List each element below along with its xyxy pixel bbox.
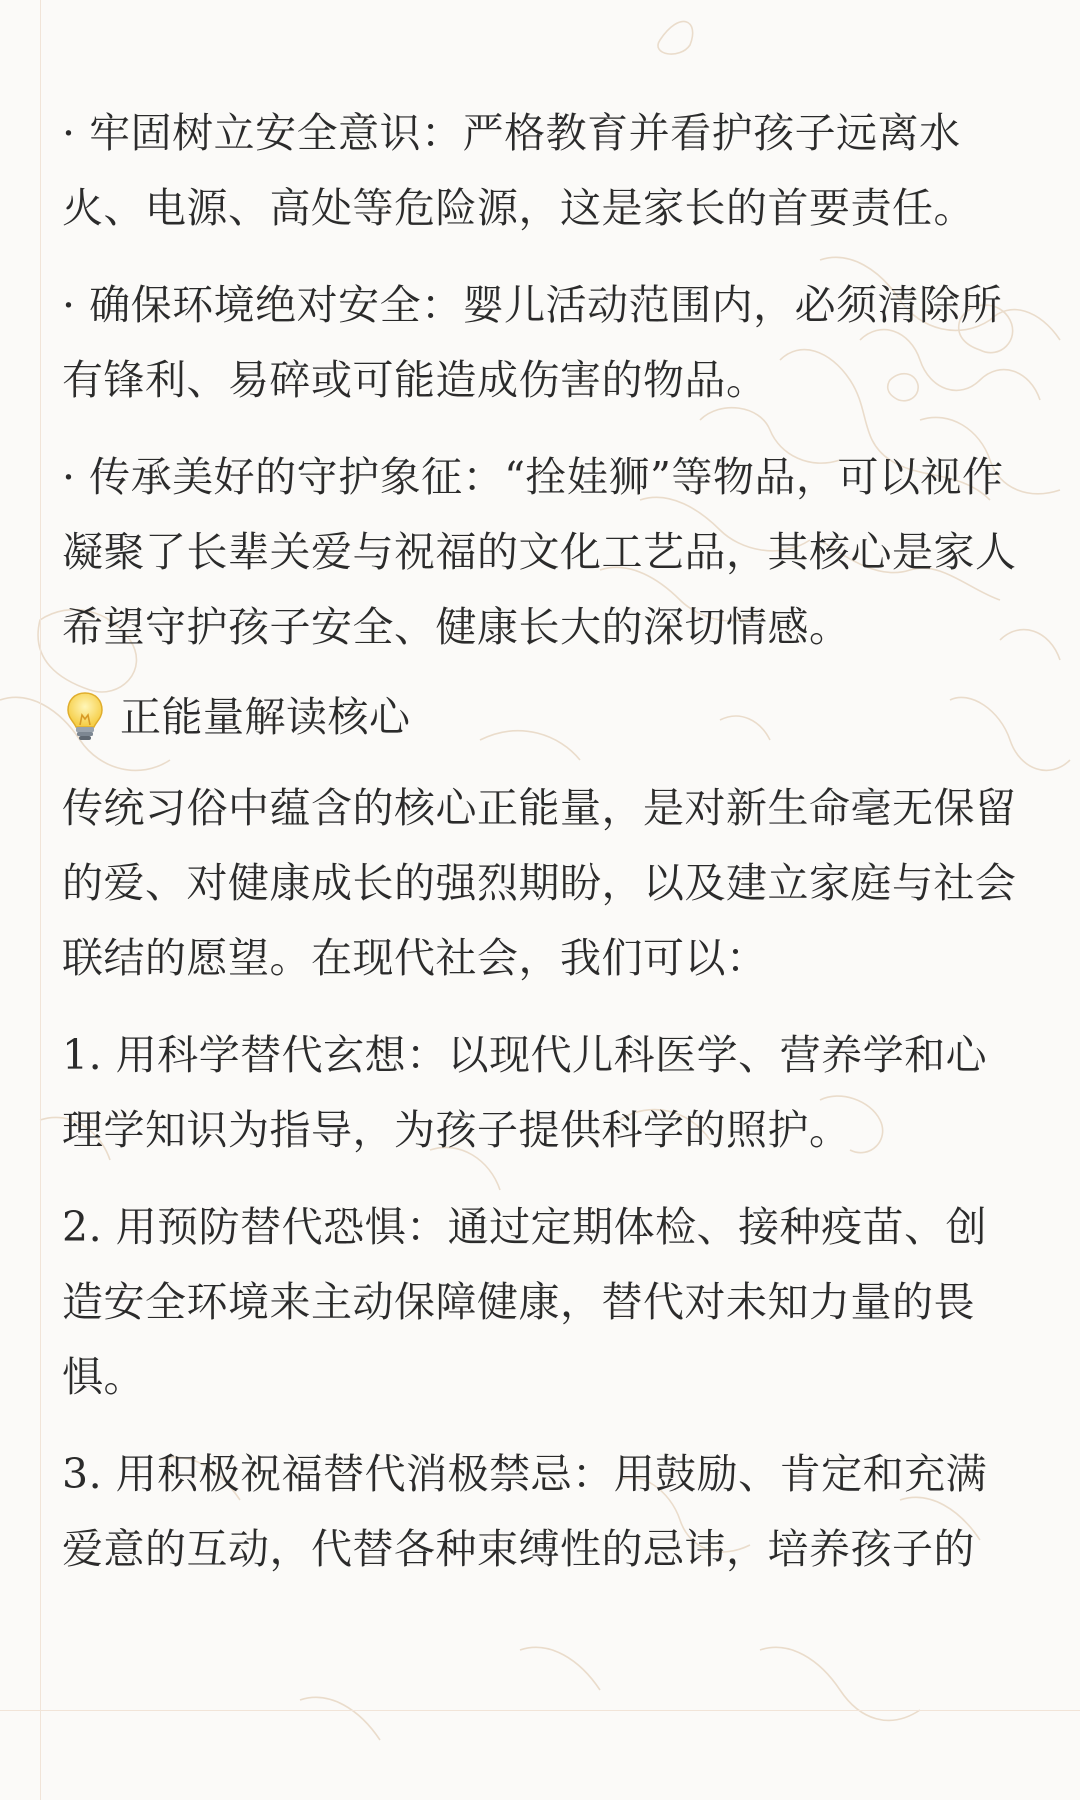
bullet-safe-environment: · 确保环境绝对安全：婴儿活动范围内，必须清除所有锋利、易碎或可能造成伤害的物品。	[62, 281, 1003, 404]
intro-paragraph: 传统习俗中蕴含的核心正能量，是对新生命毫无保留的爱、对健康成长的强烈期盼，以及建立家庭与社会联结的愿望。在现代社会，我们可以：	[62, 784, 1017, 982]
bullet-safety-awareness: · 牢固树立安全意识：严格教育并看护孩子远离水火、电源、高处等危险源，这是家长的首要责任。	[62, 109, 975, 232]
lightbulb-icon	[62, 689, 108, 745]
numbered-item-3: 3. 用积极祝福替代消极禁忌：用鼓励、肯定和充满爱意的互动，代替各种束缚性的忌讳，培养孩子的	[62, 1450, 988, 1573]
numbered-item-1: 1. 用科学替代玄想：以现代儿科医学、营养学和心理学知识为指导，为孩子提供科学的照护。	[62, 1031, 988, 1154]
bullet-protective-symbol: · 传承美好的守护象征：“拴娃狮”等物品，可以视作凝聚了长辈关爱与祝福的文化工艺品，其核心是家人希望守护孩子安全、健康长大的深切情感。	[62, 453, 1017, 651]
article-body	[62, 96, 1027, 1609]
section-heading	[62, 681, 1027, 753]
section-title: 正能量解读核心	[120, 693, 411, 741]
left-margin-line	[40, 0, 41, 1800]
bottom-rule	[0, 1710, 1080, 1711]
numbered-item-2: 2. 用预防替代恐惧：通过定期体检、接种疫苗、创造安全环境来主动保障健康，替代对未知力量的畏惧。	[62, 1203, 988, 1401]
